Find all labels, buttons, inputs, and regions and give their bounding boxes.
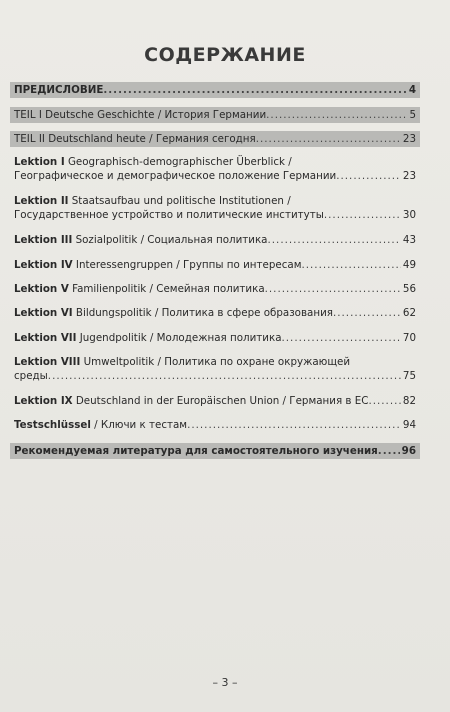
toc-entry-line1: Umweltpolitik / Политика по охране окружающей bbox=[80, 356, 351, 368]
toc-entry-literature[interactable] bbox=[14, 443, 416, 459]
leader-dots bbox=[256, 132, 401, 146]
toc-entry-label: TEIL II Deutschland heute / Германия сегодня bbox=[14, 133, 256, 145]
page-title: СОДЕРЖАНИЕ bbox=[144, 44, 306, 66]
toc-page-number: 23 bbox=[402, 133, 416, 145]
toc-page-number: 56 bbox=[402, 283, 416, 295]
toc-page-number: 96 bbox=[401, 445, 416, 457]
toc-entry-label: / Ключи к тестам bbox=[90, 419, 188, 431]
leader-dots bbox=[336, 169, 401, 183]
toc-page-number: 4 bbox=[408, 84, 416, 96]
toc-page-number: 62 bbox=[402, 307, 416, 319]
toc-entry-label: Государственное устройство и политические институты bbox=[14, 209, 324, 221]
toc-entry-lektion-5[interactable] bbox=[14, 282, 416, 296]
toc-entry-line1: Geographisch-demographischer Überblick / bbox=[64, 156, 292, 168]
toc-entry-label: Bildungspolitik / Политика в сфере образования bbox=[72, 307, 333, 319]
toc-page-number: 49 bbox=[402, 259, 416, 271]
toc-entry-label: Jugendpolitik / Молодежная политика bbox=[76, 332, 282, 344]
toc-page-number: 5 bbox=[409, 109, 416, 121]
section-label: Testschlüssel bbox=[14, 419, 91, 431]
toc-page-number: 82 bbox=[402, 395, 416, 407]
leader-dots bbox=[324, 208, 401, 222]
leader-dots bbox=[301, 258, 400, 272]
toc-entry-label: ПРЕДИСЛОВИЕ bbox=[14, 84, 104, 96]
leader-dots bbox=[282, 331, 401, 345]
toc-entry-label: Рекомендуемая литература для самостоятельного изучения bbox=[14, 445, 378, 457]
toc-entry-lektion-9[interactable] bbox=[14, 394, 416, 408]
toc-entry-label: Deutschland in der Europäischen Union / Германия в ЕС bbox=[72, 395, 369, 407]
leader-dots bbox=[368, 394, 400, 408]
toc-entry-lektion-1[interactable] bbox=[14, 155, 416, 183]
toc-entry-test-keys[interactable] bbox=[14, 418, 416, 432]
toc-entry-preface[interactable] bbox=[14, 82, 416, 98]
lesson-number: Lektion VI bbox=[14, 307, 73, 319]
page-number: – 3 – bbox=[212, 676, 238, 689]
toc-entry-teil-2[interactable] bbox=[14, 131, 416, 147]
toc-page-number: 94 bbox=[402, 419, 416, 431]
lesson-number: Lektion VII bbox=[14, 332, 77, 344]
toc-page-number: 70 bbox=[402, 332, 416, 344]
toc-entry-lektion-3[interactable] bbox=[14, 233, 416, 247]
leader-dots bbox=[266, 108, 407, 122]
lesson-number: Lektion II bbox=[14, 195, 69, 207]
toc-entry-lektion-4[interactable] bbox=[14, 258, 416, 272]
toc-entry-lektion-7[interactable] bbox=[14, 331, 416, 345]
toc-entry-label: Familienpolitik / Семейная политика bbox=[68, 283, 265, 295]
toc-entry-label: среды bbox=[14, 370, 48, 382]
toc-entry-line1: Staatsaufbau und politische Institutionen / bbox=[68, 195, 291, 207]
toc-entry-label: Географическое и демографическое положение Германии bbox=[14, 170, 337, 182]
toc-page-number: 75 bbox=[402, 370, 416, 382]
toc-entry-label: Sozialpolitik / Социальная политика bbox=[72, 234, 268, 246]
toc-entry-teil-1[interactable] bbox=[14, 107, 416, 123]
leader-dots bbox=[265, 282, 401, 296]
toc-page-number: 30 bbox=[402, 209, 416, 221]
lesson-number: Lektion V bbox=[14, 283, 69, 295]
toc-entry-label: TEIL I Deutsche Geschichte / История Германии bbox=[14, 109, 267, 121]
leader-dots bbox=[268, 233, 401, 247]
toc-entry-label: Interessengruppen / Группы по интересам bbox=[72, 259, 302, 271]
leader-dots bbox=[187, 418, 401, 432]
toc-page-number: 43 bbox=[402, 234, 416, 246]
leader-dots bbox=[378, 444, 400, 458]
lesson-number: Lektion I bbox=[14, 156, 65, 168]
toc-entry-lektion-6[interactable] bbox=[14, 306, 416, 320]
lesson-number: Lektion IV bbox=[14, 259, 73, 271]
lesson-number: Lektion III bbox=[14, 234, 73, 246]
leader-dots bbox=[48, 369, 401, 383]
leader-dots bbox=[103, 83, 406, 97]
toc-entry-lektion-8[interactable] bbox=[14, 355, 416, 383]
leader-dots bbox=[333, 306, 401, 320]
toc-entry-lektion-2[interactable] bbox=[14, 194, 416, 222]
toc-page-number: 23 bbox=[402, 170, 416, 182]
lesson-number: Lektion VIII bbox=[14, 356, 81, 368]
lesson-number: Lektion IX bbox=[14, 395, 73, 407]
